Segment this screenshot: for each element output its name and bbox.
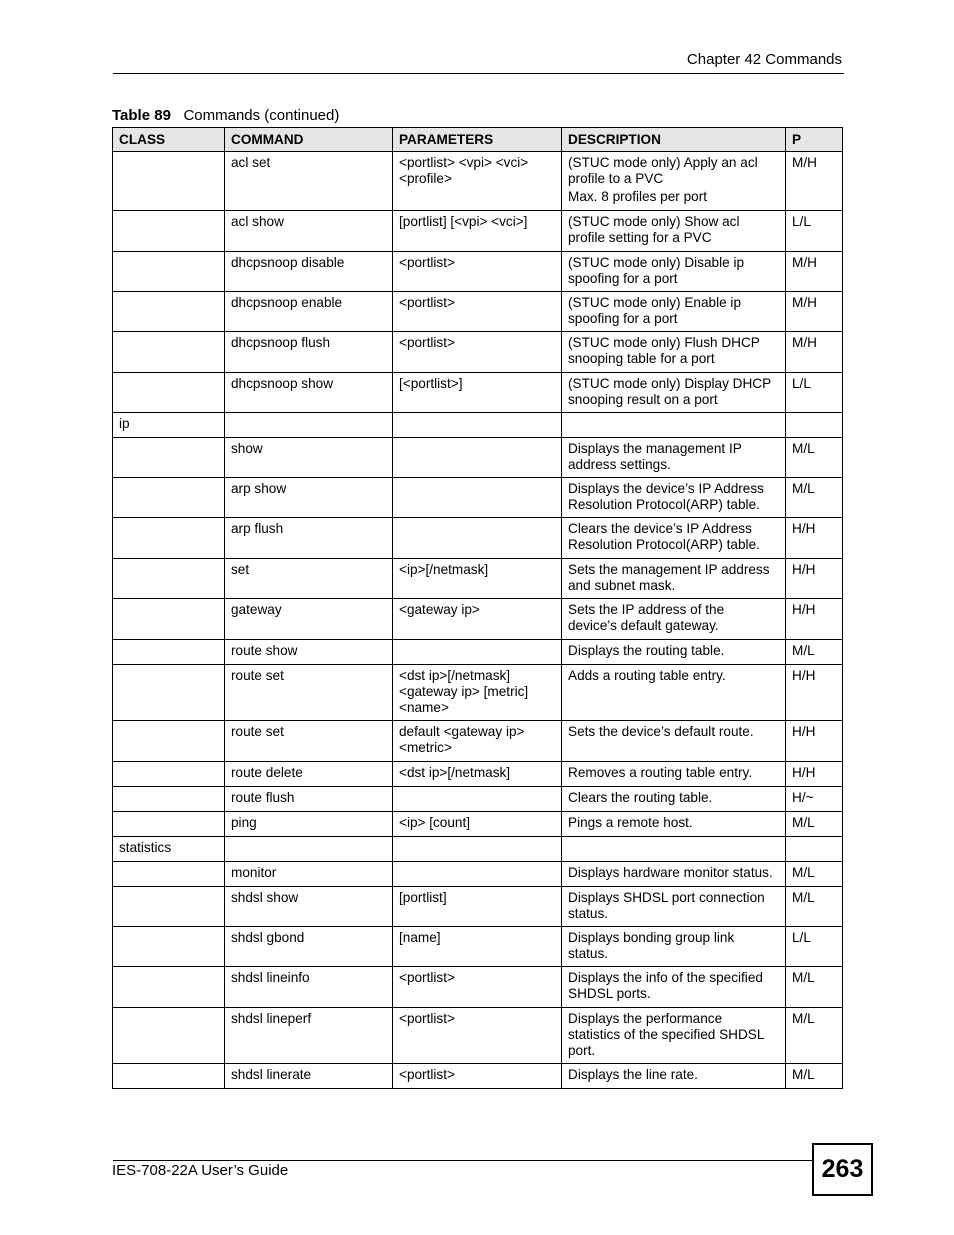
command-cell: acl set xyxy=(225,152,393,211)
table-header-row xyxy=(113,128,843,152)
cell-text: <profile> xyxy=(399,170,452,186)
privilege-cell: H/H xyxy=(786,762,843,787)
privilege-cell: H/H xyxy=(786,665,843,721)
description-cell xyxy=(562,787,786,812)
parameters-cell xyxy=(393,292,562,332)
command-cell: dhcpsnoop disable xyxy=(225,252,393,292)
command-cell: set xyxy=(225,559,393,599)
class-cell xyxy=(113,252,225,292)
cell-text: [portlist] xyxy=(399,890,447,905)
cell-text: (STUC mode only) Flush DHCP xyxy=(568,335,760,350)
cell-text: status. xyxy=(568,945,609,961)
command-cell: shdsl show xyxy=(225,887,393,927)
privilege-cell xyxy=(786,413,843,438)
description-cell xyxy=(562,887,786,927)
table-row xyxy=(113,1008,843,1064)
privilege-cell: M/L xyxy=(786,862,843,887)
description-cell xyxy=(562,292,786,332)
command-cell xyxy=(225,837,393,862)
description-cell xyxy=(562,373,786,413)
cell-text: <gateway ip> xyxy=(399,602,480,617)
privilege-cell: M/L xyxy=(786,1064,843,1089)
command-cell: dhcpsnoop enable xyxy=(225,292,393,332)
table-row xyxy=(113,967,843,1008)
cell-text: Sets the device’s default route. xyxy=(568,724,754,739)
parameters-cell xyxy=(393,252,562,292)
cell-text: (STUC mode only) Show acl xyxy=(568,214,740,229)
table-row xyxy=(113,292,843,332)
parameters-cell xyxy=(393,413,562,438)
privilege-cell: M/L xyxy=(786,812,843,837)
header-divider xyxy=(113,73,844,74)
table-row xyxy=(113,762,843,787)
class-cell xyxy=(113,640,225,665)
description-cell xyxy=(562,812,786,837)
cell-text: Sets the IP address of the xyxy=(568,602,725,617)
parameters-cell xyxy=(393,211,562,252)
command-cell xyxy=(225,413,393,438)
class-cell xyxy=(113,787,225,812)
cell-text: [<portlist>] xyxy=(399,376,463,391)
description-cell xyxy=(562,837,786,862)
command-cell: dhcpsnoop show xyxy=(225,373,393,413)
command-cell: acl show xyxy=(225,211,393,252)
description-cell xyxy=(562,518,786,559)
privilege-cell: L/L xyxy=(786,211,843,252)
command-cell: show xyxy=(225,438,393,478)
parameters-cell xyxy=(393,837,562,862)
parameters-cell xyxy=(393,967,562,1008)
description-cell xyxy=(562,559,786,599)
cell-text: [portlist] [<vpi> <vci>] xyxy=(399,214,528,229)
cell-text: <portlist> xyxy=(399,1067,455,1082)
cell-text: Displays the management IP xyxy=(568,441,742,456)
cell-text: spoofing for a port xyxy=(568,270,678,286)
description-cell xyxy=(562,862,786,887)
class-cell xyxy=(113,332,225,373)
parameters-cell xyxy=(393,438,562,478)
cell-text: <metric> xyxy=(399,739,452,755)
command-cell: route set xyxy=(225,721,393,762)
parameters-cell xyxy=(393,812,562,837)
parameters-cell xyxy=(393,518,562,559)
class-cell xyxy=(113,438,225,478)
cell-text: <name> xyxy=(399,699,449,715)
privilege-cell: M/L xyxy=(786,478,843,518)
table-row xyxy=(113,478,843,518)
cell-text: address settings. xyxy=(568,456,671,472)
table-row xyxy=(113,599,843,640)
class-cell xyxy=(113,152,225,211)
privilege-cell: H/H xyxy=(786,599,843,640)
class-cell xyxy=(113,1064,225,1089)
description-cell xyxy=(562,927,786,967)
guide-title: IES-708-22A User’s Guide xyxy=(112,1162,289,1179)
parameters-cell xyxy=(393,152,562,211)
column-header-command: COMMAND xyxy=(225,128,393,152)
page-number: 263 xyxy=(812,1143,873,1196)
column-header-description: DESCRIPTION xyxy=(562,128,786,152)
privilege-cell xyxy=(786,837,843,862)
cell-text: Displays hardware monitor status. xyxy=(568,865,773,880)
footer-divider xyxy=(113,1160,813,1161)
cell-text: profile setting for a PVC xyxy=(568,229,712,245)
table-row xyxy=(113,887,843,927)
class-cell xyxy=(113,599,225,640)
class-cell xyxy=(113,1008,225,1064)
class-cell xyxy=(113,518,225,559)
cell-text: Displays the routing table. xyxy=(568,643,725,658)
table-row xyxy=(113,332,843,373)
privilege-cell: H/H xyxy=(786,721,843,762)
privilege-cell: M/H xyxy=(786,252,843,292)
table-row xyxy=(113,1064,843,1089)
description-cell xyxy=(562,413,786,438)
privilege-cell: L/L xyxy=(786,927,843,967)
description-cell xyxy=(562,211,786,252)
cell-text: snooping table for a port xyxy=(568,350,715,366)
description-cell xyxy=(562,1064,786,1089)
cell-text: spoofing for a port xyxy=(568,310,678,326)
cell-text: (STUC mode only) Enable ip xyxy=(568,295,742,310)
parameters-cell xyxy=(393,762,562,787)
class-cell xyxy=(113,967,225,1008)
cell-text: snooping result on a port xyxy=(568,391,718,407)
cell-text: Removes a routing table entry. xyxy=(568,765,753,780)
table-row xyxy=(113,787,843,812)
cell-text: Resolution Protocol(ARP) table. xyxy=(568,536,760,552)
class-cell xyxy=(113,211,225,252)
privilege-cell: M/L xyxy=(786,887,843,927)
class-cell xyxy=(113,887,225,927)
privilege-cell: M/H xyxy=(786,292,843,332)
class-cell xyxy=(113,762,225,787)
cell-text: default <gateway ip> xyxy=(399,724,525,739)
cell-text: Displays SHDSL port connection xyxy=(568,890,765,905)
cell-text: <dst ip>[/netmask] xyxy=(399,668,511,683)
cell-text: <portlist> xyxy=(399,255,455,270)
command-cell: route set xyxy=(225,665,393,721)
parameters-cell xyxy=(393,599,562,640)
table-row xyxy=(113,665,843,721)
cell-text: <ip>[/netmask] xyxy=(399,562,489,577)
table-row xyxy=(113,413,843,438)
parameters-cell xyxy=(393,721,562,762)
class-cell xyxy=(113,665,225,721)
table-caption xyxy=(112,107,339,124)
cell-text: and subnet mask. xyxy=(568,577,676,593)
cell-text: Displays bonding group link xyxy=(568,930,735,945)
table-row xyxy=(113,862,843,887)
cell-text: Clears the device’s IP Address xyxy=(568,521,752,536)
parameters-cell xyxy=(393,332,562,373)
command-cell: route flush xyxy=(225,787,393,812)
cell-text: <portlist> xyxy=(399,335,455,350)
cell-text: device’s default gateway. xyxy=(568,617,719,633)
class-cell xyxy=(113,292,225,332)
privilege-cell: H/~ xyxy=(786,787,843,812)
cell-text: statistics of the specified SHDSL xyxy=(568,1026,765,1042)
table-row xyxy=(113,518,843,559)
privilege-cell: M/L xyxy=(786,640,843,665)
privilege-cell: M/H xyxy=(786,152,843,211)
parameters-cell xyxy=(393,478,562,518)
parameters-cell xyxy=(393,862,562,887)
table-row xyxy=(113,438,843,478)
table-row xyxy=(113,559,843,599)
description-cell xyxy=(562,252,786,292)
command-cell: arp flush xyxy=(225,518,393,559)
cell-text: Pings a remote host. xyxy=(568,815,693,830)
description-cell xyxy=(562,640,786,665)
cell-text: [name] xyxy=(399,930,441,945)
column-header-parameters: PARAMETERS xyxy=(393,128,562,152)
parameters-cell xyxy=(393,640,562,665)
parameters-cell xyxy=(393,1008,562,1064)
privilege-cell: M/L xyxy=(786,438,843,478)
description-cell xyxy=(562,762,786,787)
cell-text: <portlist> xyxy=(399,970,455,985)
description-cell xyxy=(562,599,786,640)
cell-text: <dst ip>[/netmask] xyxy=(399,765,511,780)
privilege-cell: H/H xyxy=(786,559,843,599)
column-header-privilege: P xyxy=(786,128,843,152)
table-row xyxy=(113,640,843,665)
cell-text: profile to a PVC xyxy=(568,170,664,186)
class-cell xyxy=(113,721,225,762)
command-cell: ping xyxy=(225,812,393,837)
cell-text: (STUC mode only) Disable ip xyxy=(568,255,745,270)
description-cell xyxy=(562,152,786,211)
cell-text: <portlist> xyxy=(399,295,455,310)
table-row xyxy=(113,837,843,862)
table-row xyxy=(113,211,843,252)
table-row xyxy=(113,152,843,211)
command-cell: monitor xyxy=(225,862,393,887)
privilege-cell: M/H xyxy=(786,332,843,373)
cell-text: (STUC mode only) Apply an acl xyxy=(568,155,758,170)
command-cell: dhcpsnoop flush xyxy=(225,332,393,373)
command-cell: shdsl linerate xyxy=(225,1064,393,1089)
table-row xyxy=(113,721,843,762)
command-cell: gateway xyxy=(225,599,393,640)
description-cell xyxy=(562,1008,786,1064)
cell-text: SHDSL ports. xyxy=(568,985,651,1001)
parameters-cell xyxy=(393,665,562,721)
description-cell xyxy=(562,665,786,721)
table-caption-title: Commands (continued) xyxy=(183,107,340,124)
table-caption-label: Table 89 xyxy=(112,107,171,124)
description-cell xyxy=(562,721,786,762)
cell-text: status. xyxy=(568,905,609,921)
description-cell xyxy=(562,967,786,1008)
parameters-cell xyxy=(393,927,562,967)
description-cell xyxy=(562,332,786,373)
cell-text: <portlist> <vpi> <vci> xyxy=(399,155,529,170)
privilege-cell: L/L xyxy=(786,373,843,413)
cell-text: Adds a routing table entry. xyxy=(568,668,726,683)
privilege-cell: M/L xyxy=(786,967,843,1008)
cell-text: port. xyxy=(568,1042,596,1058)
command-cell: shdsl lineperf xyxy=(225,1008,393,1064)
chapter-title: Chapter 42 Commands xyxy=(686,51,842,68)
cell-text: Displays the performance xyxy=(568,1011,723,1026)
table-row xyxy=(113,812,843,837)
cell-text: Displays the line rate. xyxy=(568,1067,698,1082)
cell-text: <gateway ip> [metric] xyxy=(399,683,529,699)
privilege-cell: H/H xyxy=(786,518,843,559)
parameters-cell xyxy=(393,787,562,812)
cell-text: Sets the management IP address xyxy=(568,562,770,577)
description-cell xyxy=(562,478,786,518)
table-row xyxy=(113,252,843,292)
command-cell: route show xyxy=(225,640,393,665)
cell-text: Displays the device’s IP Address xyxy=(568,481,764,496)
cell-text: (STUC mode only) Display DHCP xyxy=(568,376,772,391)
cell-text: Displays the info of the specified xyxy=(568,970,763,985)
table-row xyxy=(113,927,843,967)
class-cell xyxy=(113,478,225,518)
class-cell: ip xyxy=(113,413,225,438)
command-cell: arp show xyxy=(225,478,393,518)
class-cell xyxy=(113,927,225,967)
parameters-cell xyxy=(393,373,562,413)
cell-text: Resolution Protocol(ARP) table. xyxy=(568,496,760,512)
command-cell: route delete xyxy=(225,762,393,787)
cell-text: <ip> [count] xyxy=(399,815,471,830)
cell-text: <portlist> xyxy=(399,1011,455,1026)
description-cell xyxy=(562,438,786,478)
cell-text: Clears the routing table. xyxy=(568,790,713,805)
class-cell: statistics xyxy=(113,837,225,862)
commands-table xyxy=(112,127,843,1089)
table-body xyxy=(113,152,843,1089)
parameters-cell xyxy=(393,887,562,927)
class-cell xyxy=(113,559,225,599)
table-row xyxy=(113,373,843,413)
parameters-cell xyxy=(393,559,562,599)
privilege-cell: M/L xyxy=(786,1008,843,1064)
parameters-cell xyxy=(393,1064,562,1089)
class-cell xyxy=(113,373,225,413)
class-cell xyxy=(113,862,225,887)
column-header-class: CLASS xyxy=(113,128,225,152)
cell-text: Max. 8 profiles per port xyxy=(568,188,708,204)
command-cell: shdsl lineinfo xyxy=(225,967,393,1008)
command-cell: shdsl gbond xyxy=(225,927,393,967)
class-cell xyxy=(113,812,225,837)
